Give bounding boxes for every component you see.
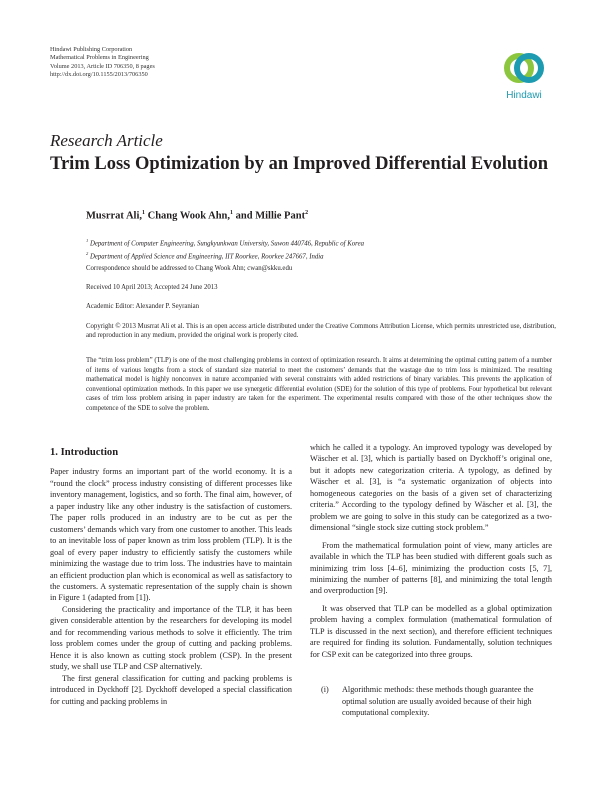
author-name: Musrrat Ali, (86, 210, 142, 222)
paragraph: It was observed that TLP can be modelled as a global optimization problem having a complex formulation (mathematical formulation of TLP is discussed in the next section), and therefore efficient techniques are required for finding its solution. Fundamentally, solution techniques for CSP exit can be categorized into three groups. (310, 603, 552, 659)
section-heading: 1. Introduction (50, 447, 119, 458)
affiliations (86, 236, 556, 261)
academic-editor: Academic Editor: Alexander P. Seyranian (86, 303, 200, 310)
affiliation-mark: 2 (86, 250, 89, 256)
affiliation-mark: 1 (86, 238, 89, 243)
dates: Received 10 April 2013; Accepted 24 June 2013 (86, 284, 218, 291)
affiliation-text: Department of Computer Engineering, Sungkyunkwan University, Suwon 440746, Republic of Korea (89, 240, 364, 248)
paragraph: From the mathematical formulation point of view, many articles are available in which the TLP has been studied with different goals such as minimizing trim loss [4–6], minimizing the production costs [5, 7], minimizing the number of patterns [8], and minimizing the total length and overproduction [9]. (310, 540, 552, 596)
doi-link[interactable]: http://dx.doi.org/10.1155/2013/706350 (50, 71, 148, 79)
journal-name: Mathematical Problems in Engineering (50, 54, 149, 62)
author-list (86, 210, 308, 222)
author-name: Chang Wook Ahn, (147, 210, 231, 222)
paragraph: Paper industry forms an important part of the world economy. It is a “round the clock” process industry consisting of different processes like inventory management, logistics, and so forth. The final aim, however, of a paper industry like any other industry is the satisfaction of customers. The paper rolls produced in an industry are to be cut as per the customers’ demands which vary from one customer to another. This leads to an inevitable loss of paper known as trim loss problem (TLP). It is the goal of every paper industry to efficiently satisfy the customers while minimizing the wastage due to trim loss. The industries have to maintain an efficient production plan which is economical as well as satisfactory to the customers. A systematic representation of the supply chain is shown in Figure 1 (adapted from [1]). (50, 467, 292, 603)
list-marker: (i) (321, 685, 329, 695)
journal-header (50, 46, 155, 80)
paragraph: The first general classification for cutting and packing problems is introduced in Dyckhoff [2]. Dyckhoff developed a special classification for cutting and packing problems in (50, 673, 292, 706)
volume-info: Volume 2013, Article ID 706350, 8 pages (50, 62, 155, 70)
right-column (310, 442, 552, 719)
publisher-logo-text: Hindawi (506, 90, 542, 101)
paper-title: Trim Loss Optimization by an Improved Differential Evolution (50, 154, 548, 174)
paragraph: which he called it a typology. An improved typology was developed by Wäscher et al. [3], which is partially based on Dyckhoff’s original one, but it adopts new categorization criteria. A typology, as defined by Wäscher et al. [3], is “a systematic organization of objects into homogeneous categories on the basis of a given set of characterizing criteria.” According to the typology defined by Wäscher et al. [3], the problem we are going to solve in this study can be categorized as a two-dimensional “single stock size cutting stock problem.” (310, 443, 552, 533)
left-column (50, 447, 292, 707)
affiliation-text: Department of Applied Science and Engineering, IIT Roorkee, Roorkee 247667, India (89, 252, 324, 260)
affiliation (86, 236, 556, 249)
list-item (310, 684, 552, 718)
correspondence: Correspondence should be addressed to Chang Wook Ahn; cwan@skku.edu (86, 265, 293, 272)
affiliation (86, 249, 556, 262)
author-affiliation-mark: 1 (142, 210, 145, 216)
paragraph: Considering the practicality and importance of the TLP, it has been given considerable attention by the researchers for developing its model and for recommending various methods to solve it efficiently. The trim loss problem comes under the group of cutting and packing problems. Hence it is also known as cutting stock problem (CSP). In the present study, we shall use TLP and CSP alternatively. (50, 604, 292, 672)
author-name: and Millie Pant (235, 210, 306, 222)
author-affiliation-mark: 2 (305, 210, 309, 216)
list-item-text: Algorithmic methods: these methods though guarantee the optimal solution are usually avoided because of their high computational complexity. (342, 685, 534, 718)
article-type: Research Article (50, 131, 163, 150)
author-affiliation-mark: 1 (230, 210, 234, 216)
copyright: Copyright © 2013 Musrrat Ali et al. This is an open access article distributed under the Creative Commons Attribution License, which permits unrestricted use, distribution, and reproduction in any medium, provided the original work is properly cited. (86, 323, 556, 340)
publisher: Hindawi Publishing Corporation (50, 46, 133, 53)
abstract: The “trim loss problem” (TLP) is one of the most challenging problems in context of optimization research. It aims at determining the optimal cutting pattern of a number of items of various lengths from a stock of standard size material to meet the customers’ demands that the wastage due to trim loss is minimized. The resulting mathematical model is highly nonconvex in nature accompanied with several constraints with added restrictions of binary variables. This prevents the application of conventional optimization methods. In this paper we use synergetic differential evolution (SDE) for the solution of this type of problems. Four hypothetical but relevant cases of trim loss problem arising in paper industry are taken for the experiment. The experimental results compared with those of the other techniques show the competence of the SDE to solve the problem. (86, 357, 552, 412)
